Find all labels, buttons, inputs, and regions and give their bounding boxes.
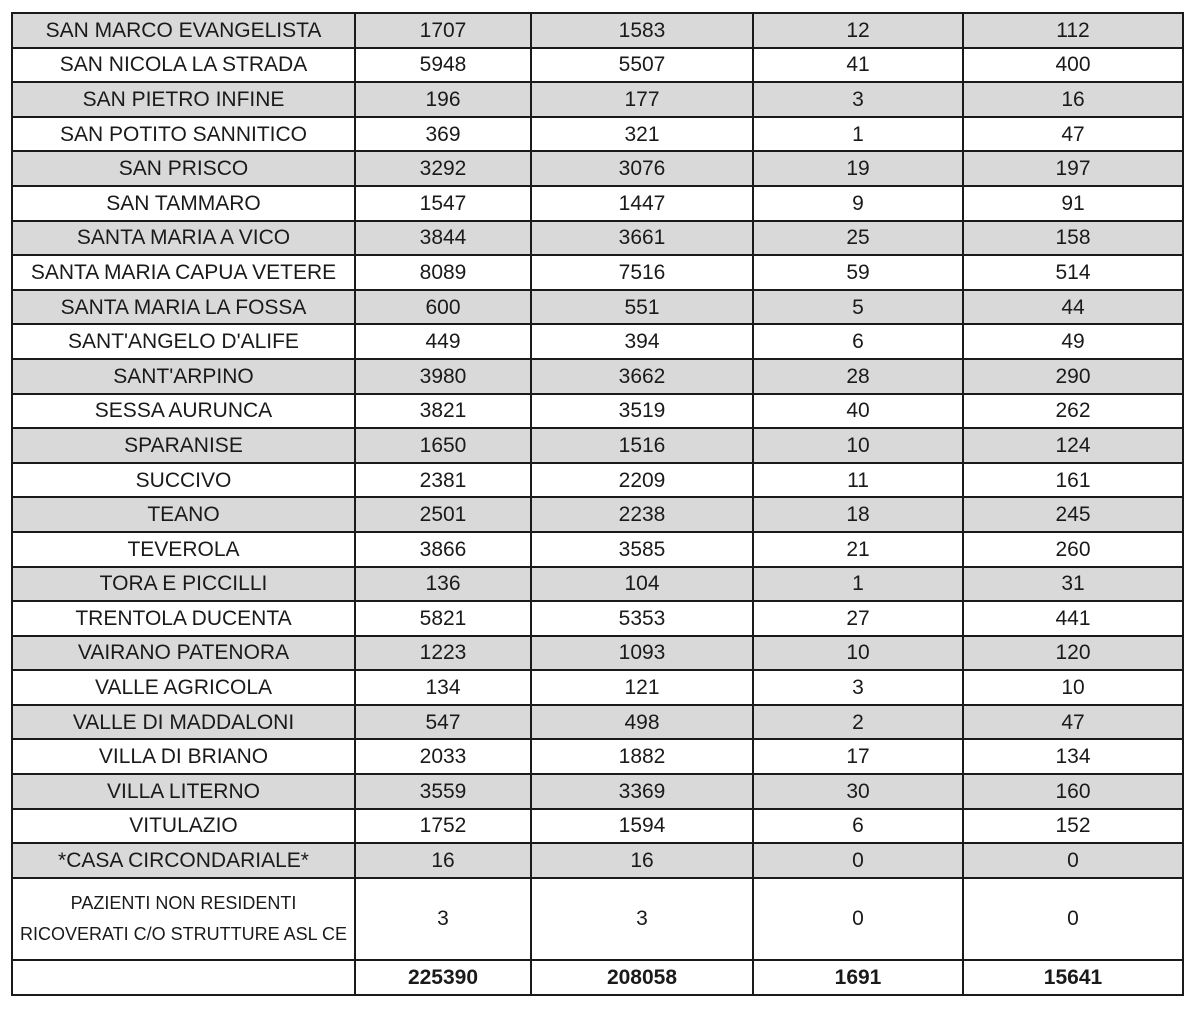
value-cell-col2: 321 [531,117,753,152]
value-cell-col1: 1650 [355,428,531,463]
table-row [12,567,1183,602]
value-cell-col4: 124 [963,428,1183,463]
value-cell-col3: 10 [753,636,963,671]
value-cell-col3: 59 [753,255,963,290]
total-value-cell-col2: 208058 [531,960,753,995]
value-cell-col1: 2501 [355,497,531,532]
value-cell-col3: 6 [753,809,963,844]
value-cell-col2: 498 [531,705,753,740]
value-cell-col2: 3369 [531,774,753,809]
value-cell-col2: 551 [531,290,753,325]
municipality-cases-table [11,12,1184,996]
municipality-cell: SAN TAMMARO [12,186,355,221]
value-cell-col2: 177 [531,82,753,117]
municipality-cell: TEANO [12,497,355,532]
value-cell-col4: 290 [963,359,1183,394]
municipality-cell: TEVEROLA [12,532,355,567]
value-cell-col1: 369 [355,117,531,152]
table-row [12,705,1183,740]
municipality-cell: SUCCIVO [12,463,355,498]
table-row [12,13,1183,48]
non-residents-row [12,878,1183,960]
value-cell-col3: 6 [753,324,963,359]
municipality-cell: SANTA MARIA LA FOSSA [12,290,355,325]
value-cell-col2: 5353 [531,601,753,636]
value-cell-col3: 25 [753,221,963,256]
value-cell-col1: 449 [355,324,531,359]
table-row [12,324,1183,359]
value-cell-col1: 3292 [355,151,531,186]
value-cell-col3: 3 [753,82,963,117]
value-cell-col1: 8089 [355,255,531,290]
value-cell-col2: 104 [531,567,753,602]
value-cell-col1: 2033 [355,739,531,774]
municipality-cell: VAIRANO PATENORA [12,636,355,671]
value-cell-col1: 3 [355,878,531,960]
total-value-cell-col1: 225390 [355,960,531,995]
value-cell-col4: 10 [963,670,1183,705]
table-row [12,843,1183,878]
table-row [12,221,1183,256]
value-cell-col3: 30 [753,774,963,809]
totals-row [12,960,1183,995]
value-cell-col4: 158 [963,221,1183,256]
table-row [12,497,1183,532]
municipality-cell: SANTA MARIA CAPUA VETERE [12,255,355,290]
value-cell-col4: 0 [963,843,1183,878]
value-cell-col4: 120 [963,636,1183,671]
value-cell-col4: 262 [963,394,1183,429]
value-cell-col3: 2 [753,705,963,740]
table-row [12,739,1183,774]
table-row [12,774,1183,809]
value-cell-col2: 1882 [531,739,753,774]
value-cell-col1: 5821 [355,601,531,636]
value-cell-col1: 1707 [355,13,531,48]
value-cell-col1: 1223 [355,636,531,671]
value-cell-col3: 17 [753,739,963,774]
value-cell-col3: 0 [753,878,963,960]
value-cell-col1: 134 [355,670,531,705]
value-cell-col2: 7516 [531,255,753,290]
municipality-cell: SANTA MARIA A VICO [12,221,355,256]
value-cell-col2: 3585 [531,532,753,567]
data-table-container [11,12,1184,996]
value-cell-col2: 5507 [531,48,753,83]
value-cell-col4: 441 [963,601,1183,636]
value-cell-col1: 196 [355,82,531,117]
value-cell-col3: 1 [753,567,963,602]
value-cell-col3: 40 [753,394,963,429]
value-cell-col2: 3662 [531,359,753,394]
table-row [12,255,1183,290]
value-cell-col3: 28 [753,359,963,394]
value-cell-col4: 514 [963,255,1183,290]
municipality-cell: VITULAZIO [12,809,355,844]
table-row [12,290,1183,325]
value-cell-col2: 3 [531,878,753,960]
value-cell-col4: 260 [963,532,1183,567]
value-cell-col4: 134 [963,739,1183,774]
value-cell-col2: 1516 [531,428,753,463]
municipality-cell: VALLE AGRICOLA [12,670,355,705]
value-cell-col4: 91 [963,186,1183,221]
value-cell-col1: 3866 [355,532,531,567]
value-cell-col2: 121 [531,670,753,705]
table-row [12,809,1183,844]
value-cell-col4: 245 [963,497,1183,532]
value-cell-col3: 21 [753,532,963,567]
value-cell-col1: 136 [355,567,531,602]
municipality-cell: SAN PIETRO INFINE [12,82,355,117]
municipality-cell: SAN NICOLA LA STRADA [12,48,355,83]
municipality-cell: SAN POTITO SANNITICO [12,117,355,152]
table-body [12,13,1183,995]
municipality-cell: TRENTOLA DUCENTA [12,601,355,636]
value-cell-col3: 0 [753,843,963,878]
value-cell-col2: 16 [531,843,753,878]
total-value-cell-col4: 15641 [963,960,1183,995]
municipality-cell: TORA E PICCILLI [12,567,355,602]
municipality-cell: *CASA CIRCONDARIALE* [12,843,355,878]
value-cell-col1: 2381 [355,463,531,498]
municipality-cell: SAN MARCO EVANGELISTA [12,13,355,48]
value-cell-col4: 16 [963,82,1183,117]
value-cell-col2: 2209 [531,463,753,498]
value-cell-col4: 112 [963,13,1183,48]
table-row [12,532,1183,567]
value-cell-col4: 47 [963,705,1183,740]
table-row [12,428,1183,463]
value-cell-col2: 2238 [531,497,753,532]
value-cell-col3: 19 [753,151,963,186]
value-cell-col1: 3821 [355,394,531,429]
value-cell-col4: 49 [963,324,1183,359]
value-cell-col1: 3980 [355,359,531,394]
table-row [12,359,1183,394]
value-cell-col3: 12 [753,13,963,48]
municipality-cell: VILLA DI BRIANO [12,739,355,774]
table-row [12,186,1183,221]
value-cell-col4: 31 [963,567,1183,602]
value-cell-col4: 152 [963,809,1183,844]
municipality-cell: VILLA LITERNO [12,774,355,809]
value-cell-col1: 16 [355,843,531,878]
value-cell-col3: 10 [753,428,963,463]
value-cell-col3: 1 [753,117,963,152]
value-cell-col2: 394 [531,324,753,359]
value-cell-col1: 3559 [355,774,531,809]
value-cell-col1: 3844 [355,221,531,256]
value-cell-col3: 5 [753,290,963,325]
value-cell-col2: 1447 [531,186,753,221]
municipality-cell: PAZIENTI NON RESIDENTI RICOVERATI C/O STRUTTURE ASL CE [12,878,355,960]
value-cell-col1: 1547 [355,186,531,221]
table-row [12,82,1183,117]
value-cell-col3: 3 [753,670,963,705]
value-cell-col3: 18 [753,497,963,532]
totals-label-cell [12,960,355,995]
table-row [12,151,1183,186]
value-cell-col2: 1093 [531,636,753,671]
municipality-cell: SESSA AURUNCA [12,394,355,429]
value-cell-col2: 1594 [531,809,753,844]
value-cell-col4: 400 [963,48,1183,83]
value-cell-col1: 547 [355,705,531,740]
table-row [12,117,1183,152]
value-cell-col2: 3661 [531,221,753,256]
value-cell-col3: 11 [753,463,963,498]
municipality-cell: SANT'ARPINO [12,359,355,394]
value-cell-col4: 44 [963,290,1183,325]
value-cell-col1: 600 [355,290,531,325]
table-row [12,636,1183,671]
municipality-cell: SPARANISE [12,428,355,463]
value-cell-col3: 41 [753,48,963,83]
table-row [12,601,1183,636]
value-cell-col2: 3519 [531,394,753,429]
value-cell-col3: 27 [753,601,963,636]
table-row [12,670,1183,705]
value-cell-col4: 197 [963,151,1183,186]
value-cell-col2: 1583 [531,13,753,48]
table-row [12,463,1183,498]
total-value-cell-col3: 1691 [753,960,963,995]
municipality-cell: VALLE DI MADDALONI [12,705,355,740]
value-cell-col1: 5948 [355,48,531,83]
municipality-cell: SANT'ANGELO D'ALIFE [12,324,355,359]
value-cell-col4: 0 [963,878,1183,960]
value-cell-col4: 161 [963,463,1183,498]
municipality-cell: SAN PRISCO [12,151,355,186]
value-cell-col4: 47 [963,117,1183,152]
value-cell-col4: 160 [963,774,1183,809]
value-cell-col3: 9 [753,186,963,221]
value-cell-col1: 1752 [355,809,531,844]
table-row [12,48,1183,83]
value-cell-col2: 3076 [531,151,753,186]
table-row [12,394,1183,429]
